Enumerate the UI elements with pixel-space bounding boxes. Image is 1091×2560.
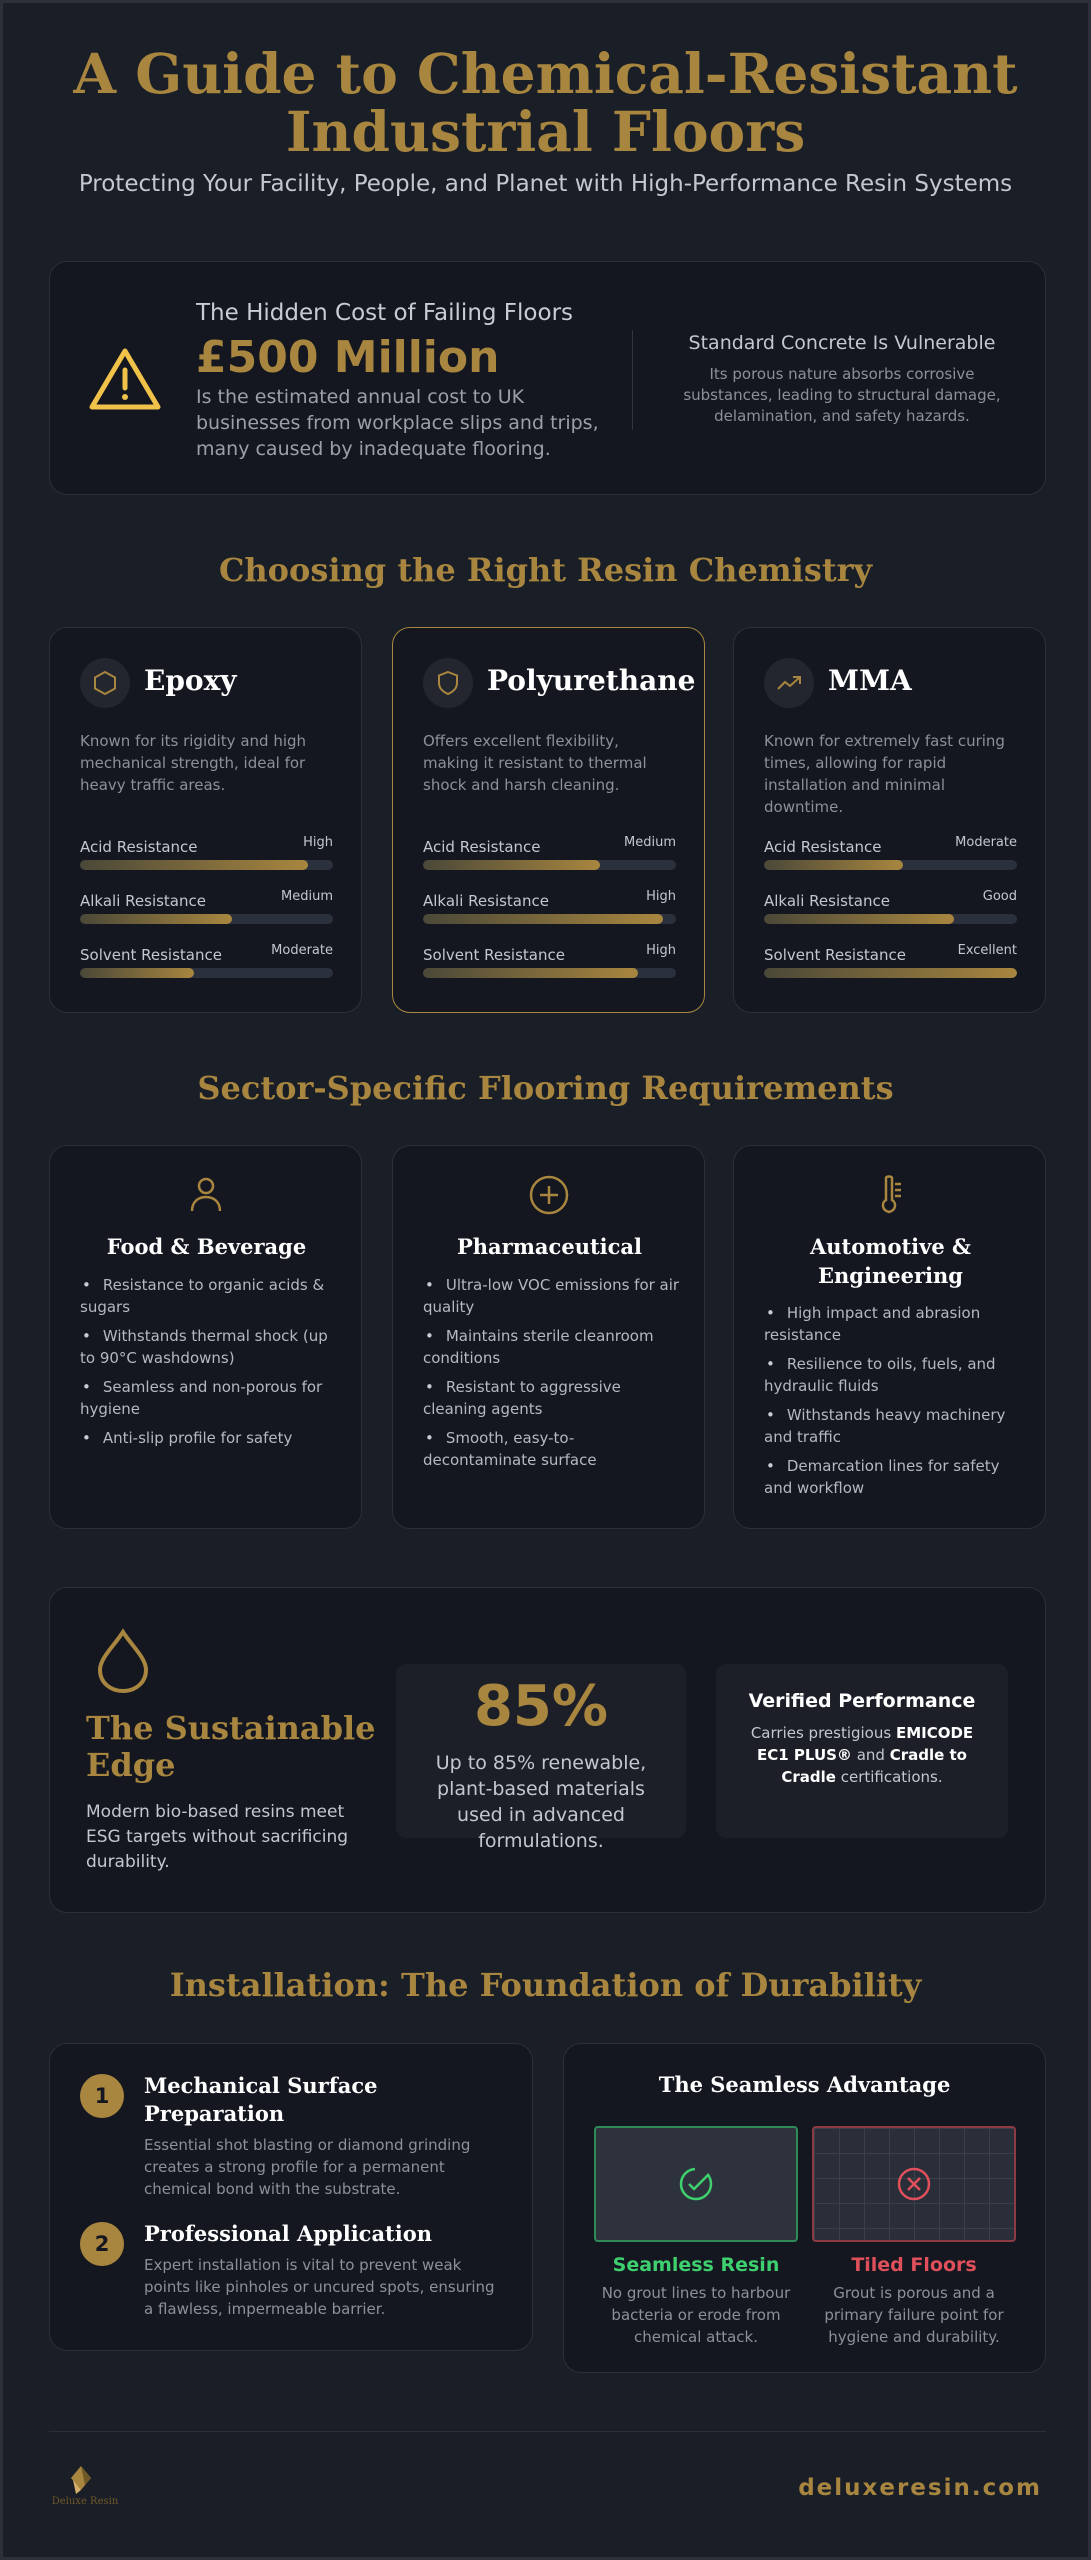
acid-resistance-meter [764,835,1017,878]
tiled-description: Grout is porous and a primary failure point for hygiene and durability. [824,2284,1004,2346]
meter-fill [423,860,600,870]
list-item: • Resilience to oils, fuels, and hydraulic fluids [764,1353,1026,1397]
meter-fill [764,860,903,870]
cost-heading: The Hidden Cost of Failing Floors [196,300,574,326]
seamless-title: The Seamless Advantage [658,2072,951,2097]
list-item: • Withstands heavy machinery and traffic [764,1404,1026,1448]
footer-divider [49,2431,1046,2432]
seamless-description: No grout lines to harbour bacteria or erode from chemical attack. [601,2284,791,2346]
meter-fill [80,860,308,870]
plus-circle-icon [528,1174,570,1216]
solvent-resistance-meter [764,943,1017,986]
list-item: • Seamless and non-porous for hygiene [80,1376,342,1420]
sector-section-title: Sector-Specific Flooring Requirements [197,1069,894,1107]
step-title: Mechanical Surface Preparation [144,2073,378,2126]
list-item: • Anti-slip profile for safety [80,1427,342,1449]
renewable-description: Up to 85% renewable, plant-based materials used in advanced formulations. [435,1752,647,1852]
sector-requirements-list [764,1302,1026,1506]
seamless-label: Seamless Resin [612,2254,780,2276]
alkali-resistance-meter [423,889,676,932]
page-title: A Guide to Chemical-Resistant Industrial Floors [73,41,1018,164]
tiled-floor-sample [812,2126,1016,2242]
x-circle-icon [895,2165,933,2203]
resin-card-epoxy [49,627,362,1013]
hexagon-icon [80,658,130,708]
meter-value: Medium [281,889,333,904]
meter-label: Alkali Resistance [423,892,549,910]
meter-fill [423,968,638,978]
resin-card-polyurethane [392,627,705,1013]
resin-name: Epoxy [144,664,237,697]
resin-name: Polyurethane [487,664,696,697]
seamless-resin-sample [594,2126,798,2242]
verified-performance-box [716,1664,1008,1838]
installation-steps-card [49,2043,533,2351]
acid-resistance-meter [80,835,333,878]
thermometer-icon [870,1174,910,1216]
hidden-cost-card [49,261,1046,495]
page-subtitle: Protecting Your Facility, People, and Planet with High-Performance Resin Systems [78,171,1013,197]
resin-description: Offers excellent flexibility, making it resistant to thermal shock and harsh cleaning. [423,732,647,794]
sustainable-description: Modern bio-based resins meet ESG targets without sacrificing durability. [86,1802,349,1872]
meter-label: Acid Resistance [423,838,541,856]
sector-card-pharma [392,1145,705,1529]
divider [632,330,633,430]
verified-description: Carries prestigious EMICODE EC1 PLUS® and Cradle to Cradle certifications. [750,1724,974,1786]
sector-requirements-list [423,1274,685,1478]
meter-fill [80,968,194,978]
list-item: • Resistant to aggressive cleaning agents [423,1376,685,1420]
meter-label: Acid Resistance [764,838,882,856]
sector-name: Automotive & Engineering [809,1234,971,1288]
alkali-resistance-meter [80,889,333,932]
sector-card-automotive [733,1145,1046,1529]
step-title: Professional Application [144,2221,433,2246]
list-item: • Withstands thermal shock (up to 90°C washdowns) [80,1325,342,1369]
list-item: • High impact and abrasion resistance [764,1302,1026,1346]
step-number: 1 [80,2074,124,2118]
sustainable-card [49,1587,1046,1913]
resin-name: MMA [828,664,912,697]
resin-description: Known for its rigidity and high mechanical strength, ideal for heavy traffic areas. [80,732,307,794]
step-number: 2 [80,2222,124,2266]
sector-name: Pharmaceutical [456,1234,643,1259]
meter-fill [764,914,954,924]
list-item: • Maintains sterile cleanroom conditions [423,1325,685,1369]
check-circle-icon [676,2164,716,2204]
meter-label: Alkali Resistance [764,892,890,910]
cost-description: Is the estimated annual cost to UK businesses from workplace slips and trips, many caused by inadequate flooring. [196,386,599,460]
solvent-resistance-meter [80,943,333,986]
meter-value: High [646,889,676,904]
tiled-label: Tiled Floors [851,2254,977,2276]
meter-label: Solvent Resistance [764,946,906,964]
sector-card-food [49,1145,362,1529]
meter-fill [423,914,663,924]
warning-icon [88,346,162,412]
meter-value: Medium [624,835,676,850]
meter-value: High [646,943,676,958]
verified-title: Verified Performance [748,1690,976,1712]
meter-label: Acid Resistance [80,838,198,856]
meter-label: Solvent Resistance [80,946,222,964]
meter-label: Solvent Resistance [423,946,565,964]
seamless-advantage-card [563,2043,1046,2373]
list-item: • Ultra-low VOC emissions for air quality [423,1274,685,1318]
meter-value: Moderate [955,835,1017,850]
brand-logo[interactable] [49,2458,121,2520]
meter-value: Good [982,889,1017,904]
shield-icon [423,658,473,708]
renewable-stat-box [396,1664,686,1852]
list-item: • Resistance to organic acids & sugars [80,1274,342,1318]
cost-value: £500 Million [196,332,500,383]
list-item: • Demarcation lines for safety and workflow [764,1455,1026,1499]
alkali-resistance-meter [764,889,1017,932]
person-icon [186,1174,226,1214]
sector-requirements-list [80,1274,342,1456]
sector-name: Food & Beverage [106,1234,307,1259]
acid-resistance-meter [423,835,676,878]
meter-value: Moderate [271,943,333,958]
step-description: Expert installation is vital to prevent weak points like pinholes or uncured spots, ensuring a flawless, impermeable barrier. [144,2256,495,2318]
concrete-description: Its porous nature absorbs corrosive substances, leading to structural damage, delamination, and safety hazards. [683,365,1001,425]
meter-value: High [303,835,333,850]
meter-label: Alkali Resistance [80,892,206,910]
sustainable-title: The Sustainable Edge [86,1709,376,1784]
resin-description: Known for extremely fast curing times, allowing for rapid installation and minimal downtime. [764,732,1005,816]
list-item: • Smooth, easy-to-decontaminate surface [423,1427,685,1471]
brand-url-link[interactable]: deluxeresin.com [798,2475,1042,2501]
trend-up-icon [764,658,814,708]
installation-section-title: Installation: The Foundation of Durability [169,1966,922,2004]
meter-fill [80,914,232,924]
resin-card-mma [733,627,1046,1013]
step-description: Essential shot blasting or diamond grinding creates a strong profile for a permanent chemical bond with the substrate. [144,2136,471,2198]
meter-fill [764,968,1017,978]
drop-icon [94,1628,152,1694]
renewable-percentage: 85% [473,1674,609,1739]
solvent-resistance-meter [423,943,676,986]
logo-text: Deluxe Resin [51,2496,119,2507]
concrete-title: Standard Concrete Is Vulnerable [688,332,996,354]
meter-value: Excellent [957,943,1017,958]
resin-section-title: Choosing the Right Resin Chemistry [218,551,873,589]
